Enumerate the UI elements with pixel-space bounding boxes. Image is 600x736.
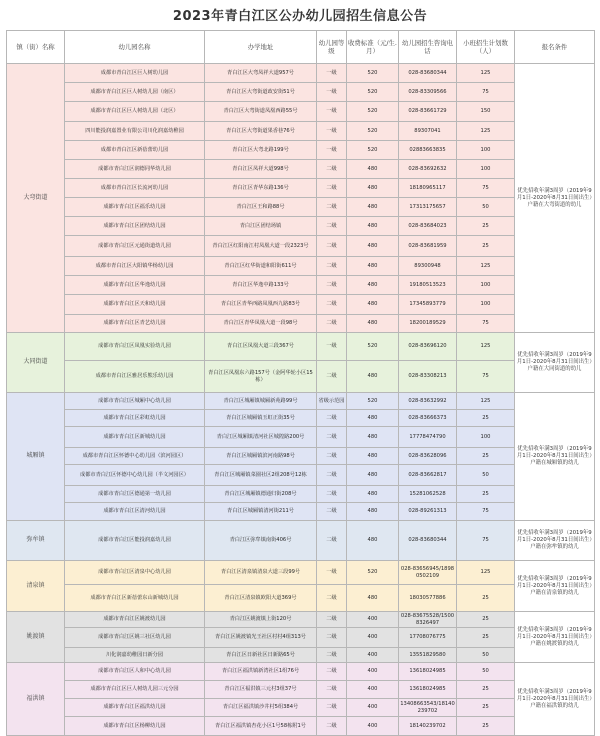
phone: 17313175657 bbox=[399, 198, 457, 217]
fee: 480 bbox=[347, 160, 399, 179]
quota: 125 bbox=[457, 393, 515, 410]
fee: 480 bbox=[347, 585, 399, 612]
fee: 480 bbox=[347, 315, 399, 333]
quota: 125 bbox=[457, 64, 515, 83]
phone: 17708076775 bbox=[399, 628, 457, 648]
table-row bbox=[7, 102, 595, 122]
enrollment-condition: 优先招收年满3周岁（2019年9月1日-2020年8月31日间出生）户籍在城厢镇的幼儿 bbox=[515, 393, 595, 521]
phone: 028-83675528/15008326497 bbox=[399, 612, 457, 628]
table-row bbox=[7, 648, 595, 663]
quota: 75 bbox=[457, 361, 515, 393]
phone: 13408663543/18140239702 bbox=[399, 699, 457, 717]
grade: 一级 bbox=[317, 102, 347, 122]
address: 青白江区大弯凤祥大道957号 bbox=[205, 64, 317, 83]
address: 青白江区大弯街道凤凰西路55号 bbox=[205, 102, 317, 122]
kindergarten-name: 成都市青白江区怀德中心幼儿园（半文河园区） bbox=[65, 465, 205, 486]
table-row bbox=[7, 521, 595, 561]
address: 青白江区大弯北路199号 bbox=[205, 141, 317, 160]
phone: 028-83661729 bbox=[399, 102, 457, 122]
address: 青白江区福洪镇三元村3组37号 bbox=[205, 681, 317, 699]
table-row bbox=[7, 315, 595, 333]
phone: 15281062528 bbox=[399, 486, 457, 503]
address: 青白江区福洪镇杏花小区1号58栋附1号 bbox=[205, 717, 317, 736]
quota: 75 bbox=[457, 179, 515, 198]
quota: 25 bbox=[457, 236, 515, 257]
table-row bbox=[7, 561, 595, 585]
fee: 480 bbox=[347, 521, 399, 561]
kindergarten-name: 成都市青白江区清泉中心幼儿园 bbox=[65, 561, 205, 585]
phone: 028-83684023 bbox=[399, 217, 457, 236]
address: 青白江区城厢镇德通归街208号 bbox=[205, 486, 317, 503]
grade: 二级 bbox=[317, 198, 347, 217]
fee: 480 bbox=[347, 503, 399, 521]
fee: 400 bbox=[347, 612, 399, 628]
fee: 520 bbox=[347, 141, 399, 160]
address: 青白江区城厢镇清河街211号 bbox=[205, 503, 317, 521]
table-row bbox=[7, 410, 595, 427]
address: 青白江区凤凰东六路157号（金阿华轮小区15栋） bbox=[205, 361, 317, 393]
phone: 028-83681959 bbox=[399, 236, 457, 257]
kindergarten-name: 成都市青白江区华逸幼儿园 bbox=[65, 276, 205, 295]
quota: 125 bbox=[457, 333, 515, 361]
enrollment-condition: 优先招收年满3周岁（2019年9月1日-2020年8月31日间出生）户籍在福洪镇的幼儿 bbox=[515, 663, 595, 736]
phone: 028-83309566 bbox=[399, 83, 457, 102]
address: 青白江区凤祥大道998号 bbox=[205, 160, 317, 179]
quota: 25 bbox=[457, 612, 515, 628]
fee: 400 bbox=[347, 681, 399, 699]
fee: 520 bbox=[347, 122, 399, 141]
phone: 18200189529 bbox=[399, 315, 457, 333]
quota: 125 bbox=[457, 122, 515, 141]
grade: 一级 bbox=[317, 333, 347, 361]
table-row bbox=[7, 141, 595, 160]
fee: 400 bbox=[347, 663, 399, 681]
town-name: 大弯街道 bbox=[7, 64, 65, 333]
kindergarten-name: 成都市青白江区城厢中心幼儿园 bbox=[65, 393, 205, 410]
phone: 18030577886 bbox=[399, 585, 457, 612]
grade: 二级 bbox=[317, 448, 347, 465]
table-row bbox=[7, 717, 595, 736]
table-row bbox=[7, 295, 595, 315]
address: 青白江区华逸中路133号 bbox=[205, 276, 317, 295]
fee: 520 bbox=[347, 333, 399, 361]
phone: 028-89261313 bbox=[399, 503, 457, 521]
quota: 50 bbox=[457, 648, 515, 663]
grade: 二级 bbox=[317, 521, 347, 561]
fee: 480 bbox=[347, 410, 399, 427]
phone: 028-83662817 bbox=[399, 465, 457, 486]
address: 青白江区清泉镇欧阳大道369号 bbox=[205, 585, 317, 612]
header-name: 幼儿园名称 bbox=[65, 31, 205, 64]
phone: 028-83656945/18980502109 bbox=[399, 561, 457, 585]
notice-page bbox=[6, 4, 594, 736]
phone: 028-83680344 bbox=[399, 521, 457, 561]
header-town: 镇（街）名称 bbox=[7, 31, 65, 64]
kindergarten-name: 川化润嘉幼稚园日新分园 bbox=[65, 648, 205, 663]
header-address: 办学地址 bbox=[205, 31, 317, 64]
kindergarten-name: 成都市青白江区杨柳幼儿园 bbox=[65, 717, 205, 736]
table-row bbox=[7, 448, 595, 465]
address: 青白江区弥牟镇南街406号 bbox=[205, 521, 317, 561]
quota: 25 bbox=[457, 217, 515, 236]
quota: 25 bbox=[457, 585, 515, 612]
quota: 125 bbox=[457, 257, 515, 276]
quota: 50 bbox=[457, 663, 515, 681]
kindergarten-name: 成都市青白江区怀德中心幼儿园（滨河园区） bbox=[65, 448, 205, 465]
phone: 17345893779 bbox=[399, 295, 457, 315]
grade: 二级 bbox=[317, 585, 347, 612]
kindergarten-name: 成都市青白江区润德同华幼儿园 bbox=[65, 160, 205, 179]
phone: 028-83680344 bbox=[399, 64, 457, 83]
table-row bbox=[7, 427, 595, 448]
grade: 二级 bbox=[317, 160, 347, 179]
phone: 028-83692632 bbox=[399, 160, 457, 179]
phone: 02883663835 bbox=[399, 141, 457, 160]
grade: 二级 bbox=[317, 295, 347, 315]
grade: 二级 bbox=[317, 663, 347, 681]
grade: 二级 bbox=[317, 648, 347, 663]
kindergarten-name: 成都市青白江区团结幼儿园 bbox=[65, 217, 205, 236]
kindergarten-name: 成都市青白江区福洪幼儿园 bbox=[65, 699, 205, 717]
fee: 400 bbox=[347, 717, 399, 736]
address: 青白江区凤凰大道三段367号 bbox=[205, 333, 317, 361]
quota: 75 bbox=[457, 315, 515, 333]
table-row bbox=[7, 681, 595, 699]
fee: 520 bbox=[347, 83, 399, 102]
fee: 480 bbox=[347, 276, 399, 295]
header-fee: 收费标准（元/生.月） bbox=[347, 31, 399, 64]
quota: 25 bbox=[457, 448, 515, 465]
enrollment-condition: 优先招收年满3周岁（2019年9月1日-2020年8月31日间出生）户籍在大同街道的幼儿 bbox=[515, 333, 595, 393]
kindergarten-name: 成都市青白江区清河幼儿园 bbox=[65, 503, 205, 521]
table-row bbox=[7, 83, 595, 102]
address: 青白江区福洪镇沙井村5组384号 bbox=[205, 699, 317, 717]
table-row bbox=[7, 257, 595, 276]
table-row bbox=[7, 699, 595, 717]
town-name: 清泉镇 bbox=[7, 561, 65, 612]
address: 青白江区福洪镇新湾社区1组76号 bbox=[205, 663, 317, 681]
quota: 50 bbox=[457, 198, 515, 217]
address: 青白江区青华西路凤凰西九路83号 bbox=[205, 295, 317, 315]
table-row bbox=[7, 198, 595, 217]
grade: 二级 bbox=[317, 628, 347, 648]
kindergarten-name: 成都市青白江区德通第一幼儿园 bbox=[65, 486, 205, 503]
grade: 二级 bbox=[317, 179, 347, 198]
phone: 13618024985 bbox=[399, 663, 457, 681]
table-row bbox=[7, 361, 595, 393]
kindergarten-name: 成都市青白江区大阳镇华杨幼儿园 bbox=[65, 257, 205, 276]
kindergarten-name: 成都市青白江区凤凰实验幼儿园 bbox=[65, 333, 205, 361]
grade: 二级 bbox=[317, 681, 347, 699]
fee: 480 bbox=[347, 257, 399, 276]
kindergarten-name: 成都市青白江区新蓓蕾东山新城幼儿园 bbox=[65, 585, 205, 612]
grade: 二级 bbox=[317, 236, 347, 257]
fee: 480 bbox=[347, 465, 399, 486]
phone: 89300948 bbox=[399, 257, 457, 276]
grade: 一级 bbox=[317, 64, 347, 83]
fee: 480 bbox=[347, 217, 399, 236]
kindergarten-name: 成都市青白江区雅居乐熊乐幼儿园 bbox=[65, 361, 205, 393]
fee: 480 bbox=[347, 427, 399, 448]
kindergarten-name: 成都市青白江区姚渡幼儿园 bbox=[65, 612, 205, 628]
grade: 一级 bbox=[317, 122, 347, 141]
grade: 二级 bbox=[317, 410, 347, 427]
address: 青白江区城厢镇菜園社区2组208号12栋 bbox=[205, 465, 317, 486]
quota: 100 bbox=[457, 160, 515, 179]
table-body bbox=[7, 64, 595, 736]
phone: 028-83666373 bbox=[399, 410, 457, 427]
grade: 一级 bbox=[317, 561, 347, 585]
header-quota: 小班招生计划数（人） bbox=[457, 31, 515, 64]
grade: 二级 bbox=[317, 257, 347, 276]
quota: 75 bbox=[457, 521, 515, 561]
quota: 100 bbox=[457, 141, 515, 160]
table-row bbox=[7, 663, 595, 681]
phone: 17778474790 bbox=[399, 427, 457, 448]
kindergarten-name: 成都市青白江区人和中心幼儿园 bbox=[65, 663, 205, 681]
address: 青白江区姚渡镇光王社区村村4组313号 bbox=[205, 628, 317, 648]
enrollment-condition: 优先招收年满3周岁（2019年9月1日-2020年8月31日间出生）户籍在姚渡镇的幼儿 bbox=[515, 612, 595, 663]
town-name: 姚渡镇 bbox=[7, 612, 65, 663]
table-row bbox=[7, 64, 595, 83]
fee: 520 bbox=[347, 393, 399, 410]
table-row bbox=[7, 628, 595, 648]
address: 青白江区大弯街道果香巷76号 bbox=[205, 122, 317, 141]
quota: 25 bbox=[457, 410, 515, 427]
address: 青白江区城厢镇城厢新苑路99号 bbox=[205, 393, 317, 410]
enrollment-condition: 优先招收年满3周岁（2019年9月1日-2020年8月31日间出生）户籍在清泉镇的幼儿 bbox=[515, 561, 595, 612]
enrollment-condition: 优先招收年满3周岁（2019年9月1日-2020年8月31日间出生）户籍在大弯街道的幼儿 bbox=[515, 64, 595, 333]
grade: 一级 bbox=[317, 141, 347, 160]
grade: 二级 bbox=[317, 361, 347, 393]
header-phone: 幼儿园招生咨询电话 bbox=[399, 31, 457, 64]
table-row bbox=[7, 612, 595, 628]
grade: 二级 bbox=[317, 315, 347, 333]
town-name: 福洪镇 bbox=[7, 663, 65, 736]
fee: 400 bbox=[347, 699, 399, 717]
address: 青白江区城厢镇玉虹正街35号 bbox=[205, 410, 317, 427]
address: 青白江区团结场镇 bbox=[205, 217, 317, 236]
address: 青白江区城厢镇滨河南路98号 bbox=[205, 448, 317, 465]
phone: 13551829580 bbox=[399, 648, 457, 663]
kindergarten-name: 成都市青白江区巨人树幼儿园三元分园 bbox=[65, 681, 205, 699]
kindergarten-name: 成都市青白江区姚三社区幼儿园 bbox=[65, 628, 205, 648]
table-row bbox=[7, 393, 595, 410]
table-row bbox=[7, 217, 595, 236]
grade: 二级 bbox=[317, 503, 347, 521]
kindergarten-name: 成都市青白江区青艺幼儿园 bbox=[65, 315, 205, 333]
enrollment-table bbox=[6, 30, 595, 736]
phone: 18140239702 bbox=[399, 717, 457, 736]
quota: 25 bbox=[457, 628, 515, 648]
fee: 480 bbox=[347, 448, 399, 465]
table-row bbox=[7, 465, 595, 486]
enrollment-condition: 优先招收年满3周岁（2019年9月1日-2020年8月31日间出生）户籍在弥牟镇的幼儿 bbox=[515, 521, 595, 561]
quota: 25 bbox=[457, 717, 515, 736]
address: 青白江区王和路88号 bbox=[205, 198, 317, 217]
fee: 480 bbox=[347, 236, 399, 257]
phone: 028-83628096 bbox=[399, 448, 457, 465]
kindergarten-name: 成都市青白江区新城幼儿园 bbox=[65, 427, 205, 448]
kindergarten-name: 成都市青白江区新蓓蕾幼儿园 bbox=[65, 141, 205, 160]
table-row bbox=[7, 160, 595, 179]
quota: 150 bbox=[457, 102, 515, 122]
address: 青白江区红阳南江村凤凰大道一段2323号 bbox=[205, 236, 317, 257]
kindergarten-name: 成都市青白江区福乐幼儿园 bbox=[65, 198, 205, 217]
fee: 400 bbox=[347, 648, 399, 663]
table-row bbox=[7, 276, 595, 295]
grade: 二级 bbox=[317, 276, 347, 295]
quota: 25 bbox=[457, 699, 515, 717]
town-name: 城厢镇 bbox=[7, 393, 65, 521]
grade: 二级 bbox=[317, 427, 347, 448]
grade: 二级 bbox=[317, 612, 347, 628]
quota: 100 bbox=[457, 276, 515, 295]
header-row bbox=[7, 31, 595, 64]
phone: 028-83696120 bbox=[399, 333, 457, 361]
address: 青白江区青华东路136号 bbox=[205, 179, 317, 198]
grade: 省级示范园 bbox=[317, 393, 347, 410]
header-grade: 幼儿园等级 bbox=[317, 31, 347, 64]
phone: 13618024985 bbox=[399, 681, 457, 699]
quota: 125 bbox=[457, 561, 515, 585]
table-row bbox=[7, 122, 595, 141]
table-row bbox=[7, 236, 595, 257]
grade: 二级 bbox=[317, 717, 347, 736]
table-row bbox=[7, 333, 595, 361]
kindergarten-name: 成都市青白江区巨人树幼儿园（南区） bbox=[65, 83, 205, 102]
address: 青白江区清泉镇清泉大道三段99号 bbox=[205, 561, 317, 585]
phone: 19180513523 bbox=[399, 276, 457, 295]
fee: 520 bbox=[347, 64, 399, 83]
quota: 25 bbox=[457, 681, 515, 699]
fee: 480 bbox=[347, 486, 399, 503]
address: 青白江区姚渡镇上街120号 bbox=[205, 612, 317, 628]
grade: 二级 bbox=[317, 699, 347, 717]
kindergarten-name: 成都市青白江区巨人树幼儿园（北区） bbox=[65, 102, 205, 122]
phone: 89307041 bbox=[399, 122, 457, 141]
header-condition: 报名条件 bbox=[515, 31, 595, 64]
address: 青白江区城厢镇清河社区城隍路200号 bbox=[205, 427, 317, 448]
address: 青白江区大弯街道政安街51号 bbox=[205, 83, 317, 102]
kindergarten-name: 四川能投润嘉置业有限公司川化润嘉幼稚园 bbox=[65, 122, 205, 141]
kindergarten-name: 成都市青白江区彩虹幼儿园 bbox=[65, 410, 205, 427]
table-row bbox=[7, 486, 595, 503]
grade: 二级 bbox=[317, 465, 347, 486]
phone: 028-83632992 bbox=[399, 393, 457, 410]
fee: 520 bbox=[347, 102, 399, 122]
fee: 480 bbox=[347, 295, 399, 315]
fee: 480 bbox=[347, 198, 399, 217]
town-name: 弥牟镇 bbox=[7, 521, 65, 561]
town-name: 大同街道 bbox=[7, 333, 65, 393]
kindergarten-name: 成都市青白江区长流河幼儿园 bbox=[65, 179, 205, 198]
kindergarten-name: 成都市青白江区元通街道幼儿园 bbox=[65, 236, 205, 257]
address: 青白江区青华凤凰大道一段98号 bbox=[205, 315, 317, 333]
address: 青白江区红华街道和阳街611号 bbox=[205, 257, 317, 276]
phone: 18180965117 bbox=[399, 179, 457, 198]
table-row bbox=[7, 179, 595, 198]
fee: 480 bbox=[347, 179, 399, 198]
quota: 50 bbox=[457, 465, 515, 486]
address: 青白江区日新社区日新路65号 bbox=[205, 648, 317, 663]
page-title: 2023年青白江区公办幼儿园招生信息公告 bbox=[172, 9, 428, 24]
quota: 75 bbox=[457, 83, 515, 102]
quota: 25 bbox=[457, 486, 515, 503]
grade: 二级 bbox=[317, 486, 347, 503]
fee: 520 bbox=[347, 561, 399, 585]
quota: 100 bbox=[457, 427, 515, 448]
grade: 一级 bbox=[317, 83, 347, 102]
quota: 75 bbox=[457, 503, 515, 521]
fee: 400 bbox=[347, 628, 399, 648]
table-row bbox=[7, 503, 595, 521]
fee: 480 bbox=[347, 361, 399, 393]
table-row bbox=[7, 585, 595, 612]
kindergarten-name: 成都市青白江区天和幼儿园 bbox=[65, 295, 205, 315]
grade: 二级 bbox=[317, 217, 347, 236]
phone: 028-83308213 bbox=[399, 361, 457, 393]
kindergarten-name: 成都市青白江区能投润嘉幼儿园 bbox=[65, 521, 205, 561]
quota: 100 bbox=[457, 295, 515, 315]
kindergarten-name: 成都市青白江区巨人树幼儿园 bbox=[65, 64, 205, 83]
